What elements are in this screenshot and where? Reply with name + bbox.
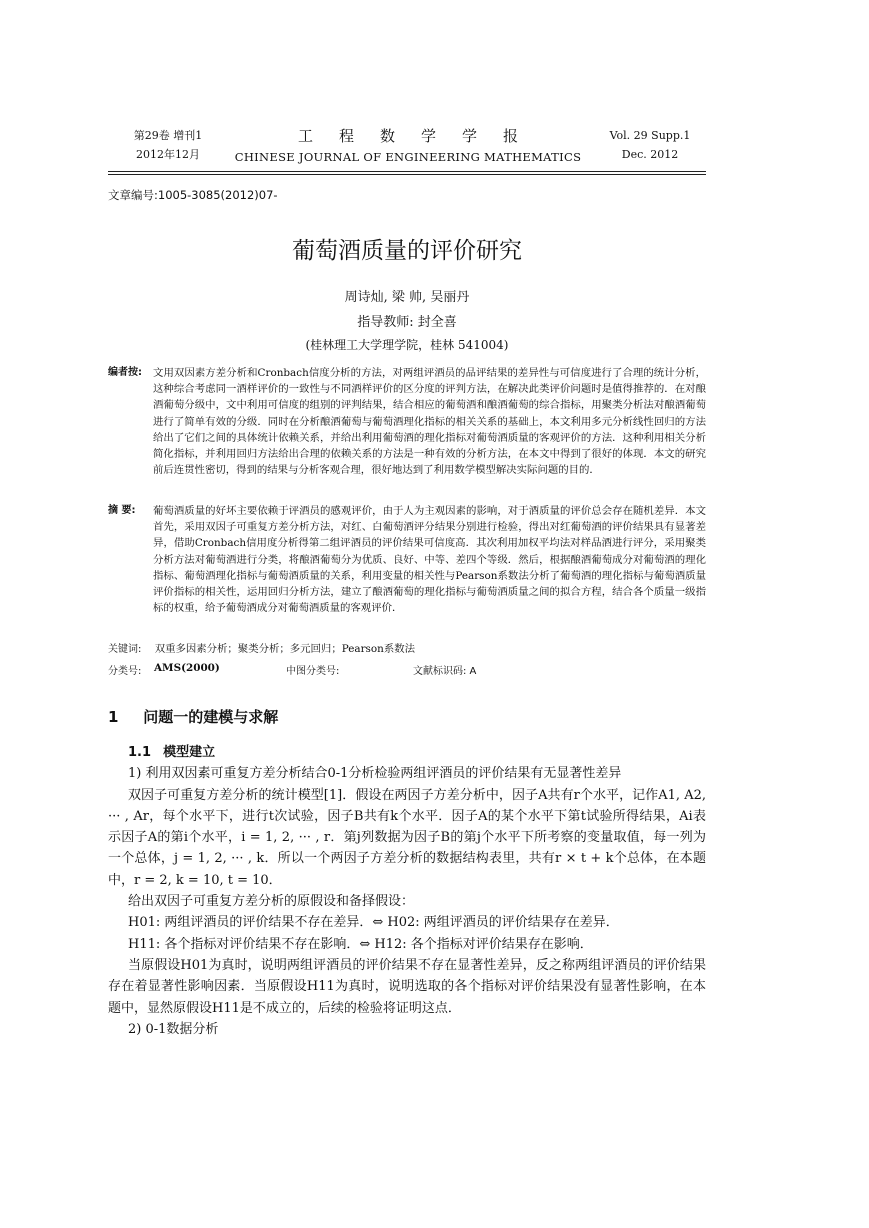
paragraph: 双因子可重复方差分析的统计模型[1]．假设在两因子方差分析中，因子A共有r个水平，记作A1, A2, ··· , Ar，每个水平下，进行t次试验，因子B共有k个水平．因子A的某个水平下第t试验所得结果，Ai表示因子A的第i个水平，i = 1, 2, ··· , r．第j列数据为因子B的第j个水平下所考察的变量取值，每一列为一个总体，j = 1, 2, ··· , k．所以一个两因子方差分析的数据结构表里，共有r × t + k个总体，在本题中，r = 2, k = 10, t = 10． <box>108 787 706 888</box>
hypothesis-h0: H01: 两组评酒员的评价结果不存在差异．⇔ H02: 两组评酒员的评价结果存在差异． <box>128 915 619 931</box>
editor-note-text: 文用双因素方差分析和Cronbach信度分析的方法，对两组评酒员的品评结果的差异性与可信度进行了合理的统计分析，这种综合考虑同一酒样评价的一致性与不同酒样评价的区分度的评判方法，在解决此类评价问题时是值得推荐的．在对酿酒葡萄分级中，文中利用可信度的组别的评判结果，结合相应的葡萄酒和酿酒葡萄的综合指标，用聚类分析法对酿酒葡萄进行了简单有效的分级．同时在分析酿酒葡萄与葡萄酒理化指标的相关关系的基础上，本文利用多元分析线性回归的方法给出了它们之间的具体统计依赖关系，并给出利用葡萄酒的理化指标对葡萄酒质量的客观评价的方法．这种利用相关分析简化指标，并利用回归方法给出合理的依赖关系的方法是一种有效的分析方法，在本文中得到了很好的体现．本文的研究前后连贯性密切，得到的结果与分析客观合理，很好地达到了利用数学模型解决实际问题的目的． <box>153 367 706 477</box>
classification-label: 分类号: <box>108 666 142 677</box>
header-left <box>118 126 218 164</box>
article-number: 文章编号:1005-3085(2012)07- <box>108 188 278 202</box>
volume-en: Vol. 29 Supp.1 <box>609 129 691 142</box>
header-rule-thick <box>108 171 706 172</box>
body-text <box>108 742 706 1040</box>
paragraph: 给出双因子可重复方差分析的原假设和备择假设： <box>128 894 415 910</box>
section-number: 1 <box>108 708 119 726</box>
header-right <box>600 126 700 164</box>
abstract-label: 摘 要: <box>108 505 136 516</box>
header-rule-thin <box>108 174 706 175</box>
running-header <box>108 126 706 168</box>
journal-name-en: CHINESE JOURNAL OF ENGINEERING MATHEMATICS <box>234 150 582 164</box>
date-cn: 2012年12月 <box>136 148 200 161</box>
section-heading <box>108 706 278 727</box>
volume-cn: 第29卷 增刊1 <box>133 129 203 142</box>
subsection-number: 1.1 <box>128 745 152 760</box>
section-title: 问题一的建模与求解 <box>143 708 279 726</box>
keywords-text: 双重多因素分析；聚类分析；多元回归；Pearson系数法 <box>154 643 416 655</box>
editor-note-label: 编者按: <box>108 367 142 378</box>
subsection-title: 模型建立 <box>163 745 216 760</box>
paper-title: 葡萄酒质量的评价研究 <box>292 238 522 264</box>
keywords-label: 关键词: <box>108 644 142 655</box>
ams-code: AMS(2000) <box>154 662 220 674</box>
editor-note <box>108 365 706 478</box>
hypothesis-h1: H11: 各个指标对评价结果不存在影响．⇔ H12: 各个指标对评价结果存在影响． <box>128 936 593 952</box>
paragraph: 1) 利用双因素可重复方差分析结合0-1分析检验两组评酒员的评价结果有无显著性差异 <box>128 766 622 782</box>
abstract <box>108 503 706 616</box>
doc-code: 文献标识码: A <box>413 666 477 677</box>
clc-label: 中图分类号: <box>286 666 340 677</box>
advisor: 指导教师: 封全喜 <box>357 315 457 330</box>
paragraph: 2) 0-1数据分析 <box>128 1021 219 1037</box>
header-center <box>218 126 598 168</box>
keywords <box>108 640 706 655</box>
paragraph: 当原假设H01为真时，说明两组评酒员的评价结果不存在显著性差异，反之称两组评酒员的评价结果存在着显著性影响因素．当原假设H11为真时，说明选取的各个指标对评价结果没有显著性影响，在本题中，显然原假设H11是不成立的，后续的检验将证明这点． <box>108 957 706 1016</box>
subsection-heading <box>108 742 706 763</box>
authors: 周诗灿, 梁 帅, 吴丽丹 <box>344 290 470 305</box>
date-en: Dec. 2012 <box>621 148 679 161</box>
affiliation: (桂林理工大学理学院，桂林 541004) <box>305 338 509 352</box>
abstract-text: 葡萄酒质量的好坏主要依赖于评酒员的感观评价，由于人为主观因素的影响，对于酒质量的评价总会存在随机差异．本文首先，采用双因子可重复方差分析方法，对红、白葡萄酒评分结果分别进行检验，得出对红葡萄酒的评价结果具有显著差异，借助Cronbach信用度分析得第二组评酒员的评价结果可信度高．其次利用加权平均法对样品酒进行评分，采用聚类分析方法对葡萄酒进行分类，将酿酒葡萄分为优质、良好、中等、差四个等级．然后，根据酿酒葡萄成分对葡萄酒的理化指标、葡萄酒理化指标与葡萄酒质量的关系，利用变量的相关性与Pearson系数法分析了葡萄酒的理化指标与葡萄酒质量评价指标的相关性，运用回归分析方法，建立了酿酒葡萄的理化指标与葡萄酒质量之间的拟合方程，结合各个质量一级指标的权重，给予葡萄酒成分对葡萄酒质量的客观评价． <box>153 505 706 615</box>
journal-name-cn: 工程数学学报 <box>297 127 544 145</box>
